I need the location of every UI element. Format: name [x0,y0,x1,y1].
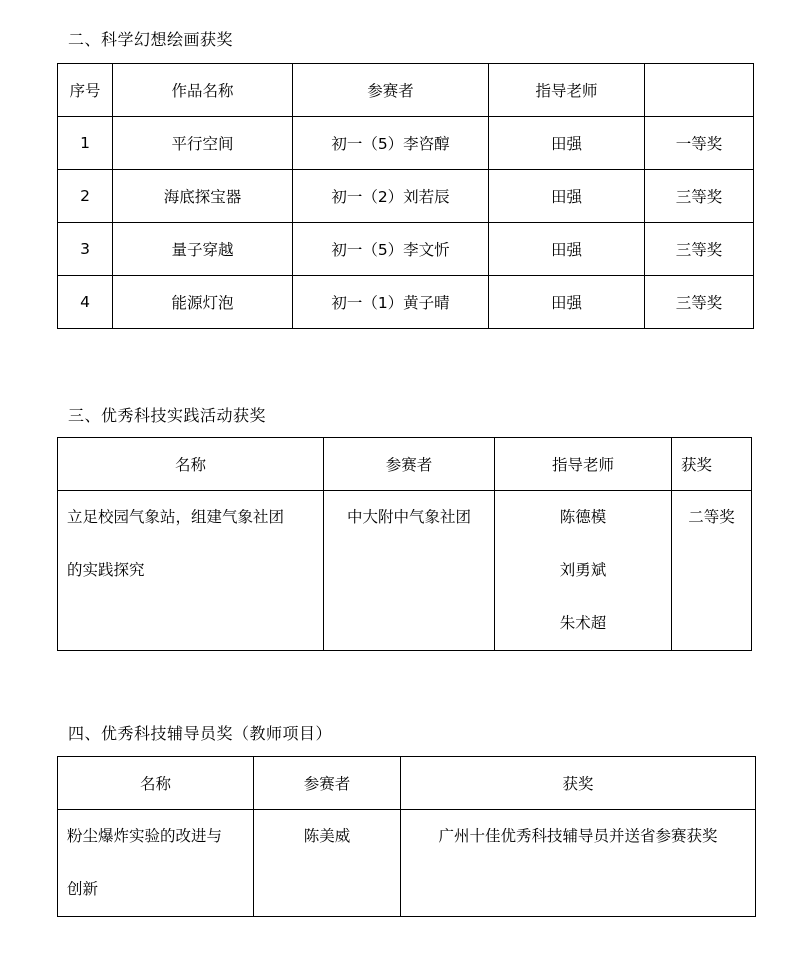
section2-title: 二、科学幻想绘画获奖 [68,30,234,49]
table-cell-participant [254,810,401,917]
table-cell: 初一（2）刘若辰 [293,170,489,223]
header-cell: 指导老师 [495,438,672,491]
table-cell: 田强 [489,276,645,329]
teacher-name: 陈德模 [559,508,607,526]
table-cell: 1 [58,117,113,170]
header-cell: 获奖 [672,438,752,491]
table-cell: 2 [58,170,113,223]
table-cell: 三等奖 [645,223,754,276]
header-cell: 参赛者 [254,757,401,810]
teacher-name: 刘勇斌 [559,561,607,579]
table-row [58,170,754,223]
participant-text: 中大附中气象社团 [346,508,471,526]
name-line: 立足校园气象站，组建气象社团 [67,508,285,526]
table-cell: 田强 [489,117,645,170]
table-row [58,276,754,329]
table-cell-teachers [495,491,672,651]
teacher-name: 朱术超 [559,614,607,632]
table-header-row [58,64,754,117]
header-cell: 名称 [58,757,254,810]
table-cell: 3 [58,223,113,276]
table-cell: 初一（5）李咨醇 [293,117,489,170]
table-row [58,810,756,917]
table-cell: 4 [58,276,113,329]
table-cell: 三等奖 [645,276,754,329]
award-text: 广州十佳优秀科技辅导员并送省参赛获奖 [438,827,718,845]
table-cell: 海底探宝器 [113,170,293,223]
table-cell: 量子穿越 [113,223,293,276]
header-cell: 序号 [58,64,113,117]
header-cell: 参赛者 [293,64,489,117]
table-cell-participant [324,491,495,651]
header-cell: 参赛者 [324,438,495,491]
table-row [58,117,754,170]
header-cell: 获奖 [401,757,756,810]
table-cell: 田强 [489,223,645,276]
table-cell-award [401,810,756,917]
award-text: 二等奖 [688,508,735,526]
table-row [58,223,754,276]
table-cell-award [672,491,752,651]
name-line: 创新 [67,880,99,898]
table-cell: 一等奖 [645,117,754,170]
table-header-row [58,438,752,491]
section2-table [57,63,754,329]
table-cell: 田强 [489,170,645,223]
table-cell: 三等奖 [645,170,754,223]
name-line: 的实践探究 [67,561,145,579]
table-cell: 初一（5）李文忻 [293,223,489,276]
table-cell: 初一（1）黄子晴 [293,276,489,329]
table-cell-name [58,810,254,917]
header-cell: 作品名称 [113,64,293,117]
participant-text: 陈美威 [303,827,351,845]
section4-table [57,756,756,917]
table-cell: 平行空间 [113,117,293,170]
name-line: 粉尘爆炸实验的改进与 [67,827,223,845]
header-cell [645,64,754,117]
section3-title: 三、优秀科技实践活动获奖 [68,406,267,425]
section4-title: 四、优秀科技辅导员奖（教师项目） [68,724,333,743]
header-cell: 指导老师 [489,64,645,117]
header-cell: 名称 [58,438,324,491]
table-cell: 能源灯泡 [113,276,293,329]
table-cell-name [58,491,324,651]
section3-table [57,437,752,651]
table-header-row [58,757,756,810]
table-row [58,491,752,651]
